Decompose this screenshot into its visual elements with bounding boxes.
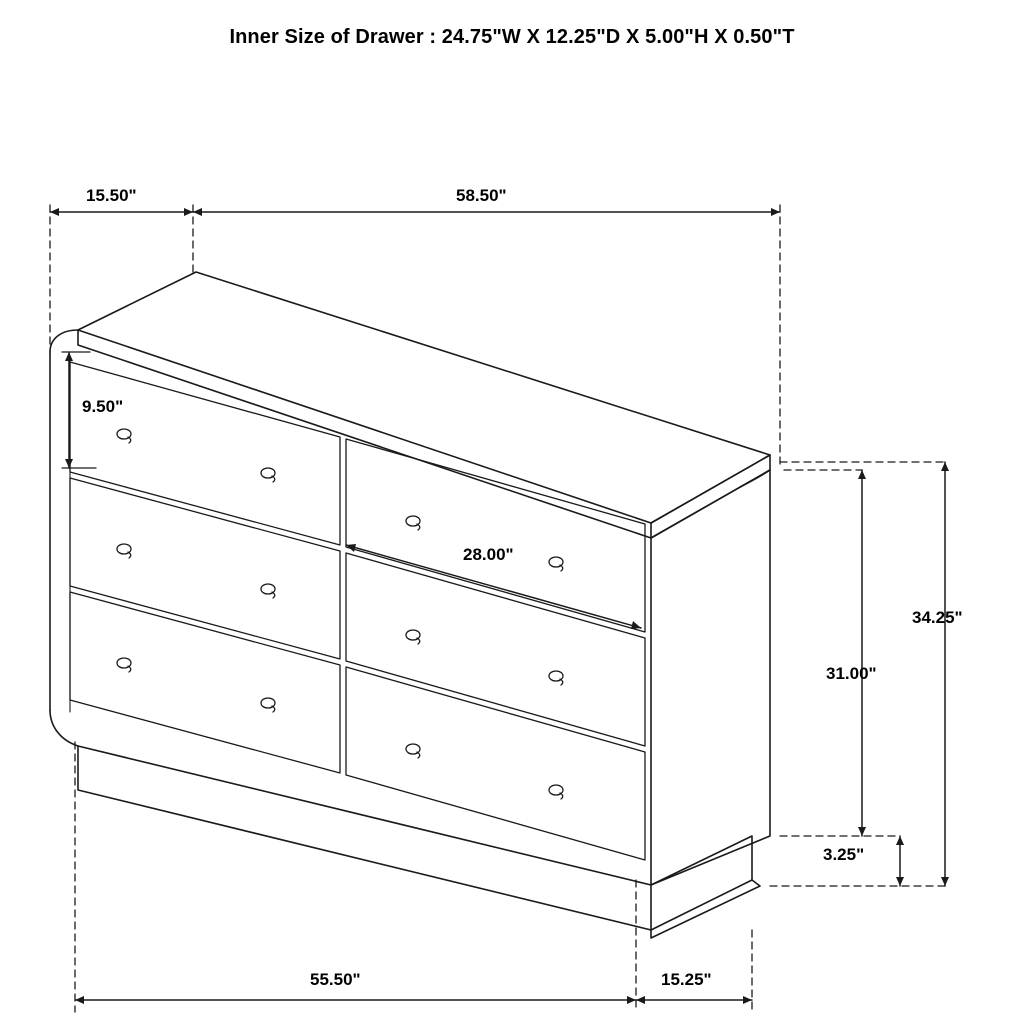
dimension-label-height-cabinet: 31.00" [826, 664, 877, 683]
dimension-label-drawer-width: 28.00" [463, 545, 514, 564]
dimension-label-plinth-height: 3.25" [823, 845, 865, 864]
dimension-label-drawer-height: 9.50" [82, 397, 124, 416]
extension-lines [50, 205, 945, 1012]
dimension-label-height-overall: 34.25" [912, 608, 963, 627]
dimension-label-width-base: 55.50" [310, 970, 361, 989]
page-title: Inner Size of Drawer : 24.75"W X 12.25"D X 5.00"H X 0.50"T [229, 26, 795, 48]
drawer-fronts-left [70, 362, 340, 773]
drawer-fronts-right [346, 439, 645, 860]
dimension-lines [50, 208, 949, 1004]
dimension-label-depth-top: 15.50" [86, 186, 137, 205]
dimension-label-width-top: 58.50" [456, 186, 507, 205]
dimension-label-depth-base: 15.25" [661, 970, 712, 989]
dresser-outline [50, 272, 770, 938]
